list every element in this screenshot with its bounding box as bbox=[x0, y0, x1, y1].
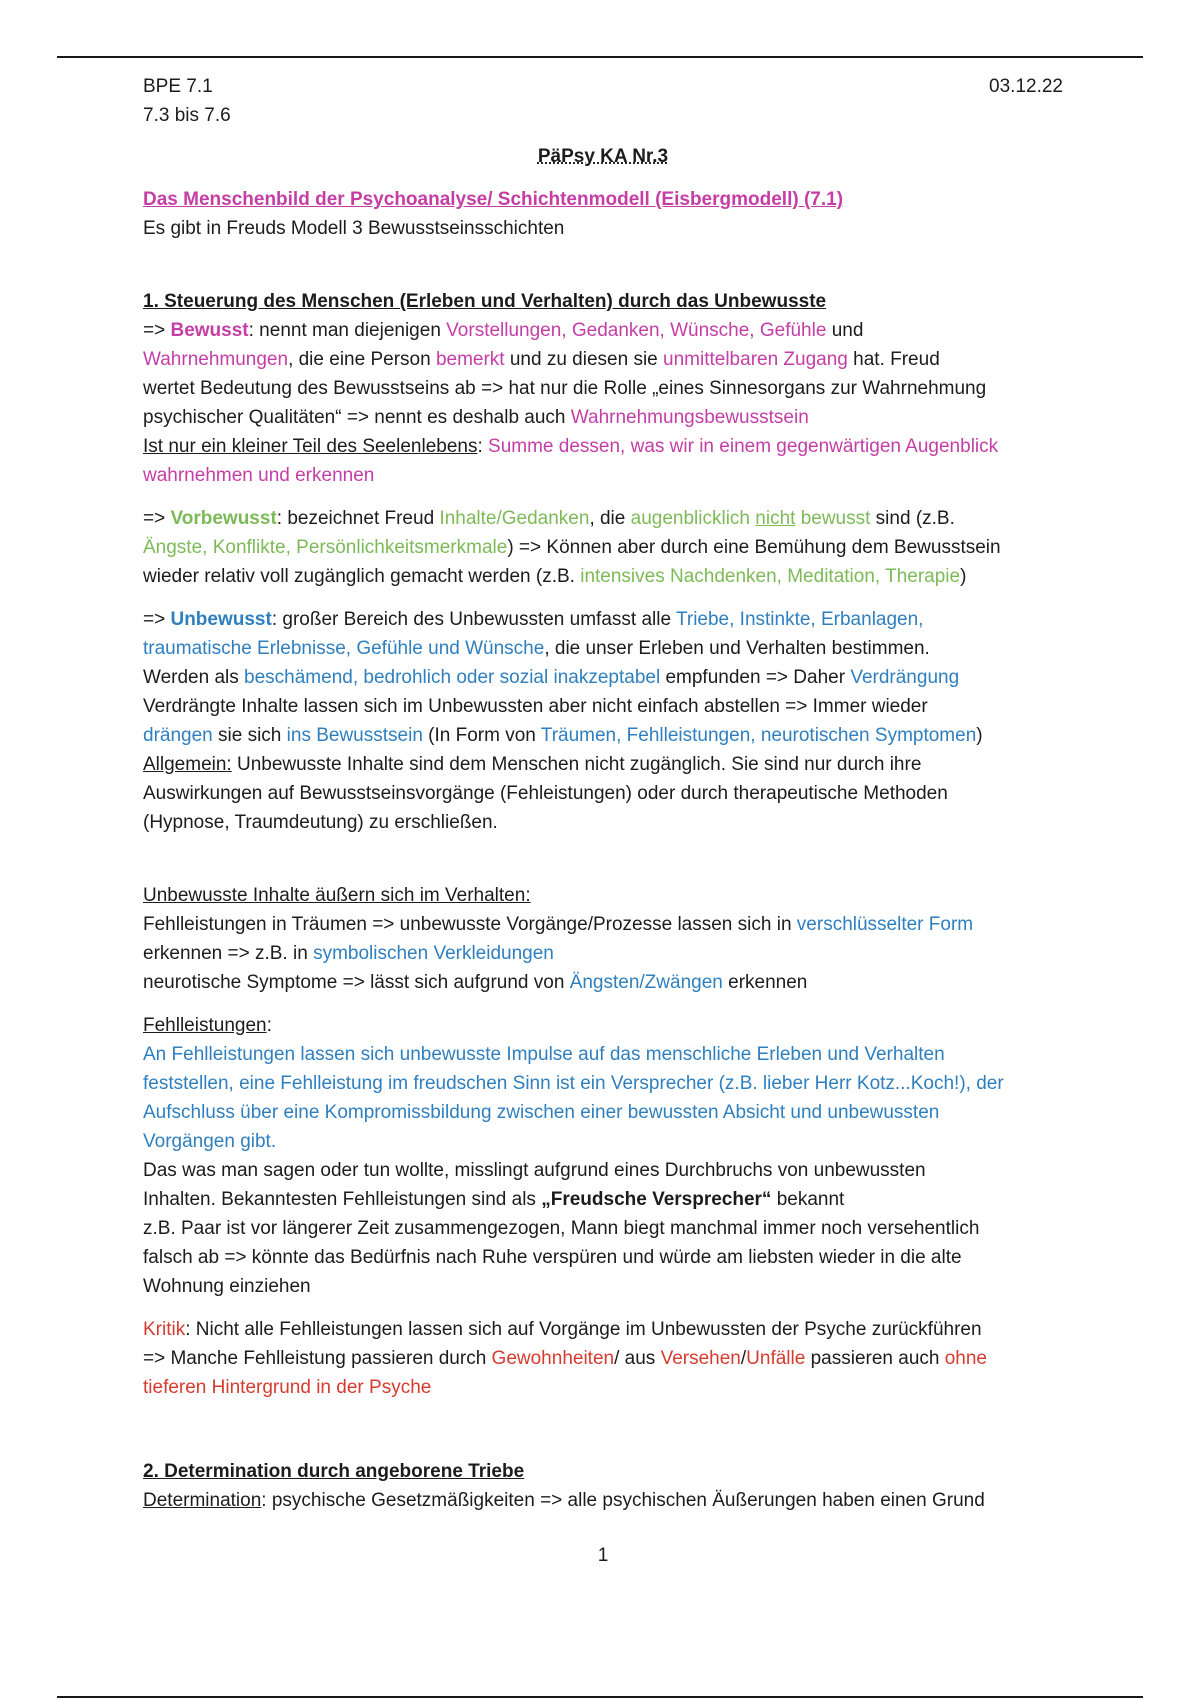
page-header bbox=[143, 72, 1063, 130]
page-number: 1 bbox=[597, 1545, 609, 1566]
determination-line: Determination: psychische Gesetzmäßigkeiten => alle psychischen Äußerungen haben einen Grund bbox=[143, 1490, 985, 1511]
header-left bbox=[143, 72, 231, 130]
fehlleistungen-heading: Fehlleistungen bbox=[143, 1015, 267, 1036]
section2-heading: 2. Determination durch angeborene Triebe bbox=[143, 1461, 525, 1482]
verhalten-paragraph: Unbewusste Inhalte äußern sich im Verhalten: Fehlleistungen in Träumen => unbewusste Vorgänge/Prozesse lassen sich in verschlüsselter Form erkennen => z.B. in symbolischen Verkleidungen neurotische Symptome => lässt sich aufgrund von Ängsten/Zwängen erkennen bbox=[143, 881, 1063, 997]
section1-heading: 1. Steuerung des Menschen (Erleben und Verhalten) durch das Unbewusste bbox=[143, 291, 827, 312]
term-vorbewusst: Vorbewusst bbox=[170, 508, 277, 529]
term-unbewusst: Unbewusst bbox=[170, 609, 272, 630]
vorbewusst-paragraph: => Vorbewusst: bezeichnet Freud Inhalte/Gedanken, die augenblicklich nicht bewusst sind (z.B. Ängste, Konflikte, Persönlichkeitsmerkmale) => Können aber durch eine Bemühung dem Bewusstsein wieder relativ voll zugänglich gemacht werden (z.B. intensives Nachdenken, Meditation, Therapie) bbox=[143, 508, 1001, 587]
kritik-paragraph: Kritik: Nicht alle Fehlleistungen lassen sich auf Vorgänge im Unbewussten der Psyche zurückführen => Manche Fehlleistung passieren durch Gewohnheiten/ aus Versehen/Unfälle passieren auch ohne tieferen Hintergrund in der Psyche bbox=[143, 1319, 988, 1398]
bottom-rule bbox=[57, 1696, 1143, 1698]
document-page bbox=[143, 72, 1063, 1570]
top-rule bbox=[57, 56, 1143, 58]
term-bewusst: Bewusst bbox=[170, 320, 249, 341]
unbewusst-paragraph: => Unbewusst: großer Bereich des Unbewussten umfasst alle Triebe, Instinkte, Erbanlagen, traumatische Erlebnisse, Gefühle und Wünsche, die unser Erleben und Verhalten bestimmen. Werden als beschämend, bedrohlich oder sozial inakzeptabel empfunden => Daher Verdrängung Verdrängte Inhalte lassen sich im Unbewussten aber nicht einfach abstellen => Immer wieder drängen sie sich ins Bewusstsein (In Form von Träumen, Fehlleistungen, neurotischen Symptomen) Allgemein: Unbewusste Inhalte sind dem Menschen nicht zugänglich. Sie sind nur durch ihre Auswirkungen auf Bewusstseinsvorgänge (Fehleistungen) oder durch therapeutische Methoden (Hypnose, Traumdeutung) zu erschließen. bbox=[143, 609, 983, 833]
term-kritik: Kritik bbox=[143, 1319, 186, 1340]
document-title: PäPsy KA Nr.3 bbox=[537, 146, 669, 167]
fehlleistungen-paragraph: Fehlleistungen: An Fehlleistungen lassen sich unbewusste Impulse auf das menschliche Erleben und Verhalten feststellen, eine Fehlleistung im freudschen Sinn ist ein Versprecher (z.B. lieber Herr Kotz...Koch!), der Aufschluss über eine Kompromissbildung zwischen einer bewussten Absicht und unbewussten Vorgängen gibt. Das was man sagen oder tun wollte, misslingt aufgrund eines Durchbruchs von unbewussten Inhalten. Bekanntesten Fehlleistungen sind als „Freudsche Versprecher“ bekannt z.B. Paar ist vor längerer Zeit zusammengezogen, Mann biegt manchmal immer noch versehentlich falsch ab => könnte das Bedürfnis nach Ruhe verspüren und würde am liebsten wieder in die alte Wohnung einziehen bbox=[143, 1015, 1004, 1297]
arrow: => bbox=[143, 320, 171, 341]
header-course: BPE 7.1 bbox=[143, 76, 213, 97]
main-heading: Das Menschenbild der Psychoanalyse/ Schichtenmodell (Eisbergmodell) (7.1) bbox=[143, 189, 844, 210]
header-range: 7.3 bis 7.6 bbox=[143, 105, 231, 126]
bewusst-paragraph: => Bewusst: nennt man diejenigen Vorstellungen, Gedanken, Wünsche, Gefühle und Wahrnehmungen, die eine Person bemerkt und zu diesen sie unmittelbaren Zugang hat. Freud wertet Bedeutung des Bewusstseins ab => hat nur die Rolle „eines Sinnesorgans zur Wahrnehmung psychischer Qualitäten“ => nennt es deshalb auch Wahrnehmungsbewusstsein Ist nur ein kleiner Teil des Seelenlebens: Summe dessen, was wir in einem gegenwärtigen Augenblick wahrnehmen und erkennen bbox=[143, 320, 999, 486]
header-date: 03.12.22 bbox=[989, 76, 1063, 97]
verhalten-heading: Unbewusste Inhalte äußern sich im Verhalten: bbox=[143, 885, 531, 906]
intro-text: Es gibt in Freuds Modell 3 Bewusstseinsschichten bbox=[143, 218, 565, 239]
